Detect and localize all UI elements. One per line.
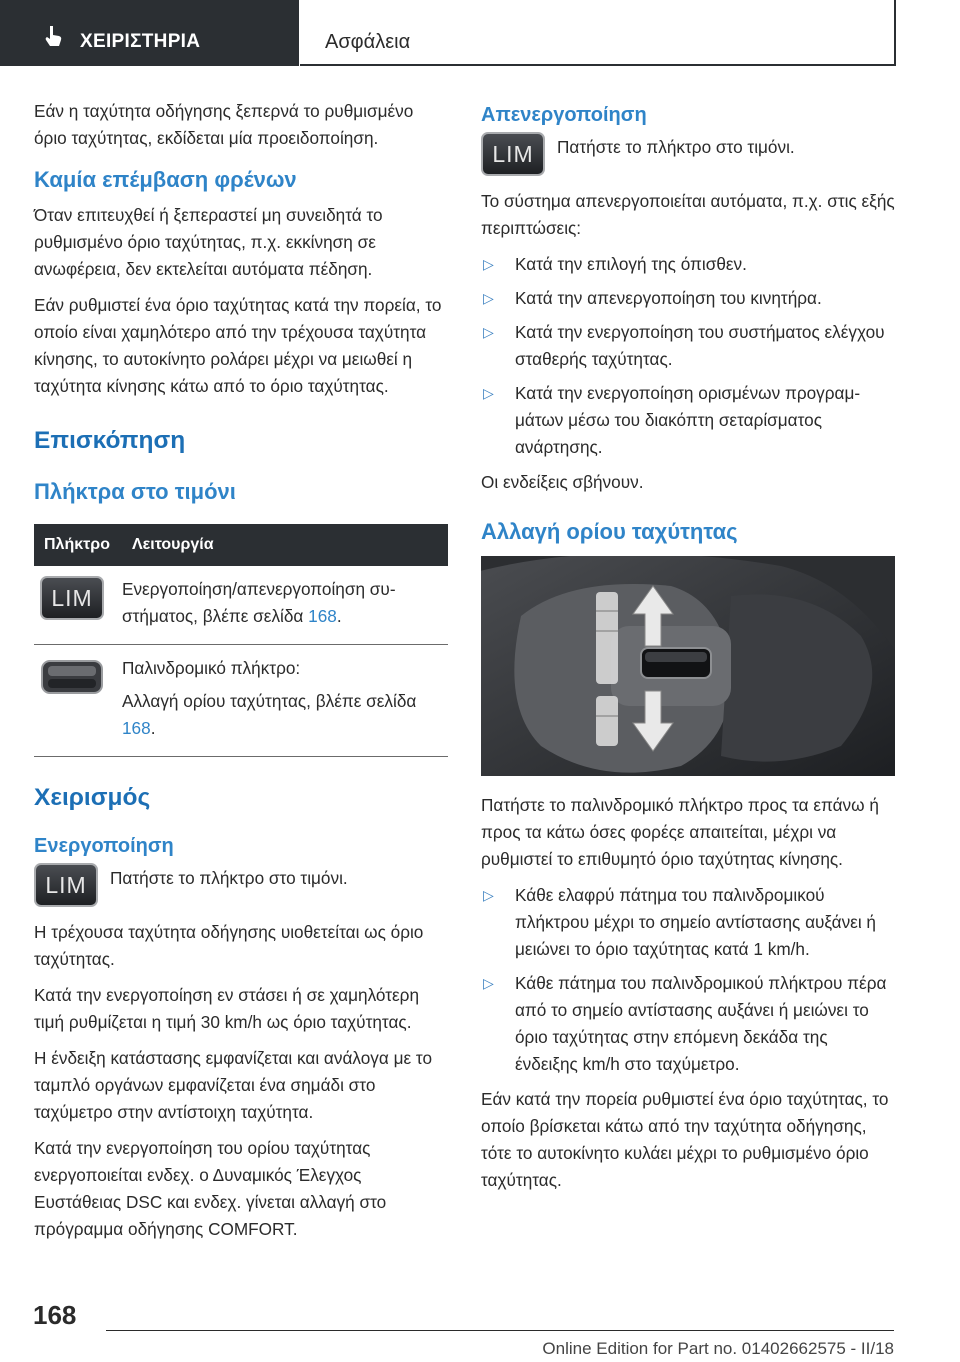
intro-paragraph: Εάν η ταχύτητα οδήγησης ξεπερνά το ρυθμισμένο όριο ταχύτητας, εκδίδεται μία προειδοποίηση.: [34, 101, 414, 148]
deactivation-instruction: [481, 134, 895, 176]
table-row: [34, 645, 448, 757]
bullet-arrow-icon: ▷: [483, 975, 494, 991]
bullet-arrow-icon: ▷: [483, 256, 494, 272]
change-paragraph: Πατήστε το παλινδρομικό πλήκτρο προς τα επάνω ή προς τα κάτω όσες φορέςε απαιτείται, μέχρι να ρυθμιστεί το επιθυμητό όριο ταχύτητας κίνησης.: [481, 795, 879, 869]
list-item: ▷ Κατά την απενεργοποίηση του κινητήρα.: [481, 285, 895, 312]
row2-description: Αλλαγή ορίου ταχύτητας, βλέπε σελίδα 168.: [122, 691, 417, 738]
footer-divider: [106, 1330, 894, 1331]
section-title: Ασφάλεια: [325, 31, 411, 53]
list-item: ▷ Κάθε ελαφρύ πάτημα του παλινδρομικού πλήκτρου μέχρι το σημείο αντίστασης αυξάνει ή μειώνει το όριο ταχύτητας κατά 1 km/h.: [481, 882, 895, 963]
lim-button-icon: LIM: [34, 863, 98, 907]
hand-pointer-icon: [42, 24, 66, 48]
list-item: ▷ Κατά την ενεργοποίηση του συστήματος ελέγχου σταθερής ταχύτητας.: [481, 319, 895, 373]
lim-button-icon: LIM: [481, 132, 545, 176]
heading-no-brake: Καμία επέμβαση φρένων: [34, 167, 297, 192]
heading-deactivation: Απενεργοποίηση: [481, 104, 647, 126]
right-column: [481, 98, 895, 1203]
list-item: ▷ Κατά την επιλογή της όπισθεν.: [481, 251, 895, 278]
activation-paragraph-2: Κατά την ενεργοποίηση εν στάσει ή σε χαμηλότερη τιμή ρυθμίζεται η τιμή 30 km/h ως όριο ταχύτητας.: [34, 985, 420, 1032]
chapter-label: ΧΕΙΡΙΣΤΗΡΙΑ: [80, 31, 201, 52]
heading-overview: Επισκόπηση: [34, 427, 186, 454]
no-brake-paragraph-2: Εάν ρυθμιστεί ένα όριο ταχύτητας κατά την πορεία, το οποίο είναι χαμηλότερο από την τρέχουσα ταχύτητα κίνησης, το αυτοκίνητο ρολάρει μέχρι να μειωθεί η ταχύτητα κίνησης κάτω από το όριο ταχύτητας.: [34, 295, 442, 396]
keys-table-header: [34, 524, 448, 566]
page-number: 168: [33, 1300, 77, 1330]
deactivation-paragraph: Το σύστημα απενεργοποιείται αυτόματα, π.χ. στις εξής περιπτώσεις:: [481, 191, 895, 238]
activation-instruction: [34, 865, 448, 907]
col-function: Λειτουργία: [122, 524, 448, 566]
indicators-off-text: Οι ενδείξεις σβήνουν.: [481, 472, 644, 492]
lim-button-icon: LIM: [40, 576, 104, 620]
activation-press-text: Πατήστε το πλήκτρο στο τιμόνι.: [110, 868, 348, 888]
heading-operation: Χειρισμός: [34, 784, 151, 811]
keys-table: [34, 524, 448, 757]
activation-paragraph-4: Κατά την ενεργοποίηση του ορίου ταχύτητας ενεργοποιείται ενδεχ. ο Δυναμικός Έλεγχος Ευστάθειας DSC και ενδεχ. γίνεται αλλαγή στο πρόγραμμα οδήγησης COMFORT.: [34, 1138, 387, 1239]
bullet-arrow-icon: ▷: [483, 887, 494, 903]
section-header: [300, 0, 896, 66]
edition-text: Online Edition for Part no. 01402662575 - II/18: [542, 1339, 894, 1358]
activation-paragraph-1: Η τρέχουσα ταχύτητα οδήγησης υιοθετείται ως όριο ταχύτητας.: [34, 922, 424, 969]
list-item: ▷ Κατά την ενεργοποίηση ορισμένων προγραμμάτων μέσω του διακόπτη σεταρίσματος ανάρτησης.: [481, 380, 895, 461]
deactivation-list: [481, 251, 895, 461]
page-link[interactable]: 168: [308, 606, 337, 626]
final-paragraph: Εάν κατά την πορεία ρυθμιστεί ένα όριο ταχύτητας, το οποίο βρίσκεται κάτω από την ταχύτητα οδήγησης, τότε το αυτοκίνητο κυλάει μέχρι το ρυθμισμένο όριο ταχύτητας.: [481, 1089, 889, 1190]
list-item: ▷ Κάθε πάτημα του παλινδρομικού πλήκτρου πέρα από το σημείο αντίστασης αυξάνει ή μειώνει το όριο ταχύτητας στην επόμενη δεκάδα της ένδειξης km/h στο ταχύμετρο.: [481, 970, 895, 1078]
rocker-switch-illustration: [481, 556, 895, 776]
left-column: [34, 98, 448, 1252]
heading-change-limit: Αλλαγή ορίου ταχύτητας: [481, 519, 738, 544]
bullet-arrow-icon: ▷: [483, 324, 494, 340]
deactivation-press-text: Πατήστε το πλήκτρο στο τιμόνι.: [557, 137, 795, 157]
page-link[interactable]: 168: [122, 718, 151, 738]
table-row: [34, 566, 448, 645]
chapter-tab[interactable]: [0, 0, 299, 66]
steering-wheel-photo: [481, 556, 895, 776]
heading-steering-keys: Πλήκτρα στο τιμόνι: [34, 479, 236, 504]
rocker-switch-icon: [40, 655, 104, 699]
row2-line1: Παλινδρομικό πλήκτρο:: [122, 658, 301, 678]
change-list: [481, 882, 895, 1078]
bullet-arrow-icon: ▷: [483, 290, 494, 306]
bullet-arrow-icon: ▷: [483, 385, 494, 401]
row1-description: Ενεργοποίηση/απενεργοποίηση συστήματος, βλέπε σελίδα 168.: [122, 579, 396, 626]
col-key: Πλήκτρο: [34, 524, 122, 566]
heading-activation: Ενεργοποίηση: [34, 835, 174, 857]
no-brake-paragraph-1: Όταν επιτευχθεί ή ξεπεραστεί μη συνειδητά το ρυθμισμένο όριο ταχύτητας, π.χ. εκκίνηση σε ανωφέρεια, δεν εκτελείται αυτόματα πέδηση.: [34, 205, 383, 279]
activation-paragraph-3: Η ένδειξη κατάστασης εμφανίζεται και ανάλογα με το ταμπλό οργάνων εμφανίζεται ένα σημάδι στο ταχύμετρο στην αντίστοιχη ταχύτητα.: [34, 1048, 433, 1122]
